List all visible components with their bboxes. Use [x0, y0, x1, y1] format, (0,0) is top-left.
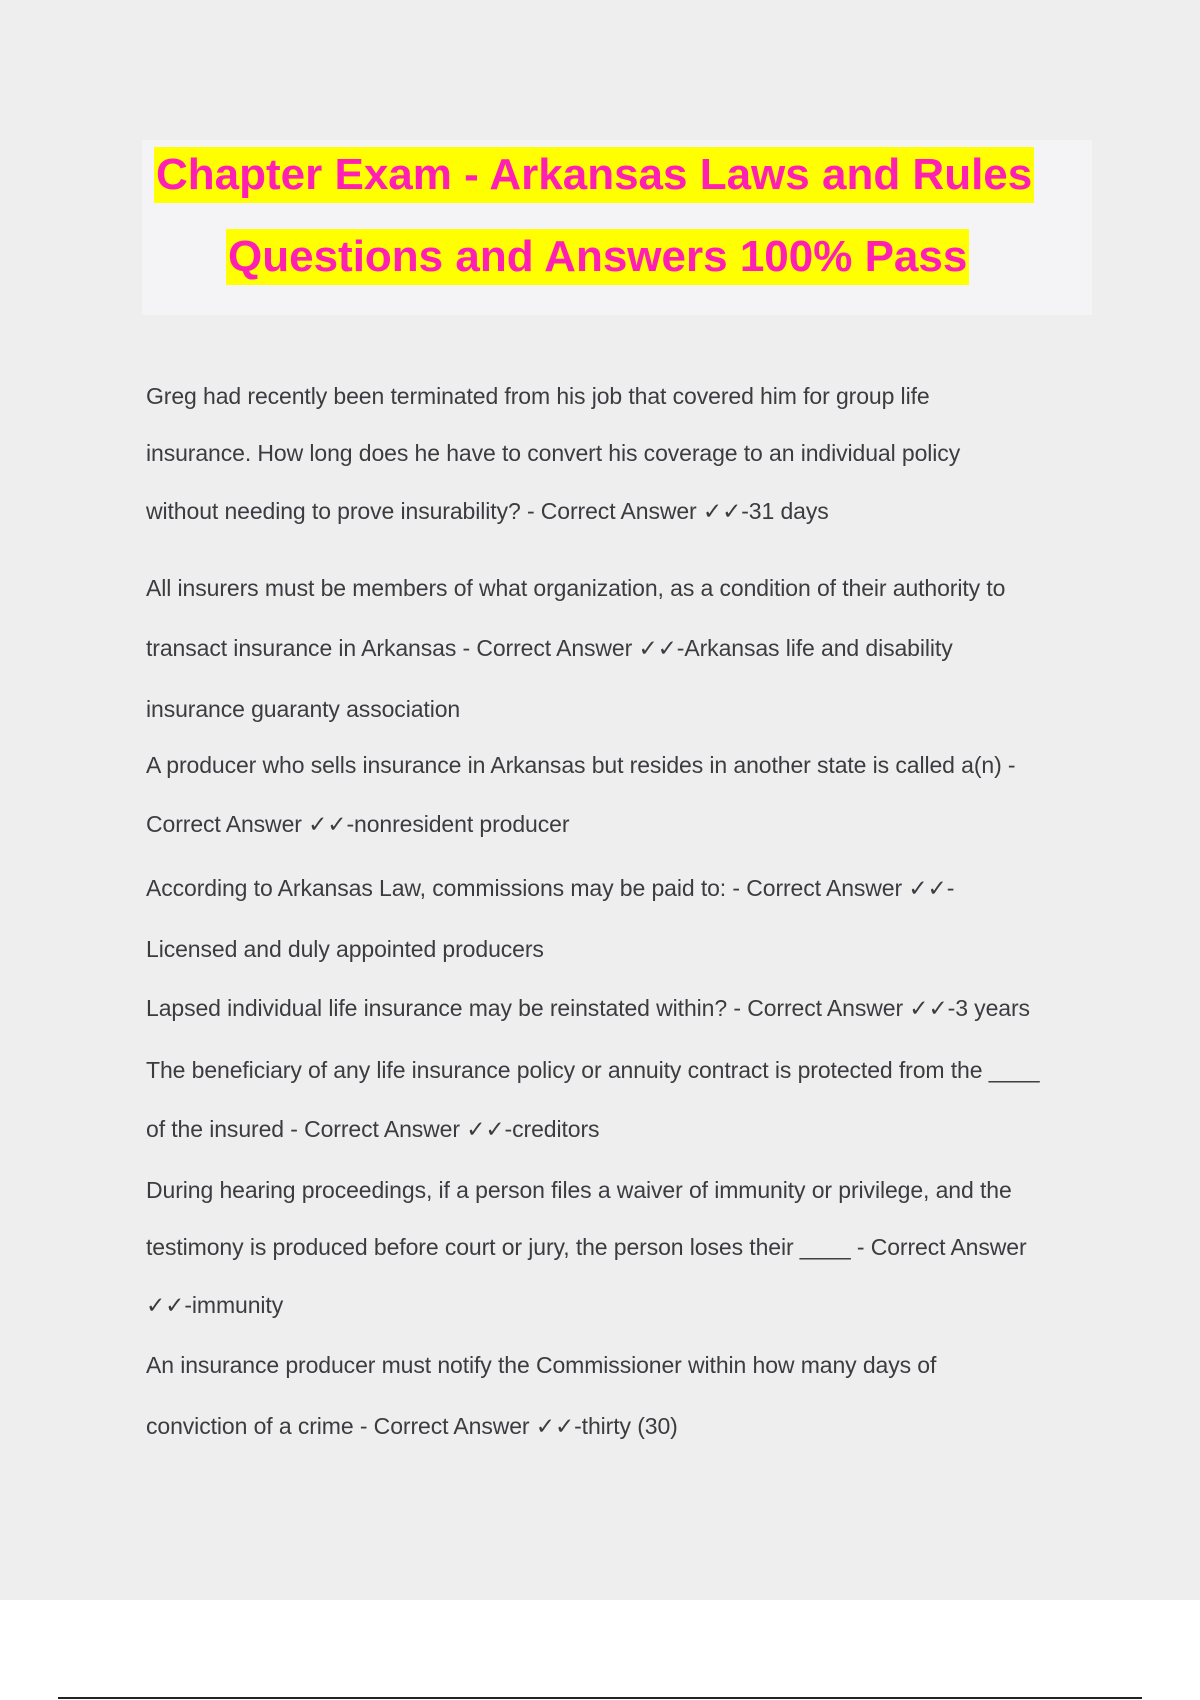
qa-line-7: A producer who sells insurance in Arkansas but resides in another state is called a(n) -	[146, 752, 1016, 778]
page-title-line-2: Questions and Answers 100% Pass	[226, 229, 969, 285]
qa-line-14: During hearing proceedings, if a person files a waiver of immunity or privilege, and the	[146, 1177, 1012, 1203]
qa-line-4: All insurers must be members of what organization, as a condition of their authority to	[146, 575, 1006, 601]
qa-line-18: conviction of a crime - Correct Answer ✓✓-thirty (30)	[146, 1413, 678, 1439]
qa-line-10: Licensed and duly appointed producers	[146, 936, 544, 962]
qa-line-15: testimony is produced before court or jury, the person loses their ____ - Correct Answer	[146, 1234, 1027, 1260]
qa-line-13: of the insured - Correct Answer ✓✓-creditors	[146, 1116, 600, 1142]
qa-line-9: According to Arkansas Law, commissions may be paid to: - Correct Answer ✓✓-	[146, 875, 955, 901]
qa-line-1: Greg had recently been terminated from his job that covered him for group life	[146, 383, 930, 409]
qa-line-17: An insurance producer must notify the Commissioner within how many days of	[146, 1352, 937, 1378]
qa-line-8: Correct Answer ✓✓-nonresident producer	[146, 811, 570, 837]
qa-line-5: transact insurance in Arkansas - Correct Answer ✓✓-Arkansas life and disability	[146, 635, 953, 661]
qa-line-3: without needing to prove insurability? - Correct Answer ✓✓-31 days	[146, 498, 829, 524]
qa-line-16: ✓✓-immunity	[146, 1292, 284, 1318]
qa-line-6: insurance guaranty association	[146, 696, 461, 722]
qa-line-11: Lapsed individual life insurance may be reinstated within? - Correct Answer ✓✓-3 years	[146, 995, 1030, 1021]
qa-line-12: The beneficiary of any life insurance policy or annuity contract is protected from the ____	[146, 1057, 1040, 1083]
footer-divider	[58, 1697, 1142, 1699]
page-title-line-1: Chapter Exam - Arkansas Laws and Rules	[154, 147, 1034, 203]
qa-line-2: insurance. How long does he have to convert his coverage to an individual policy	[146, 440, 961, 466]
